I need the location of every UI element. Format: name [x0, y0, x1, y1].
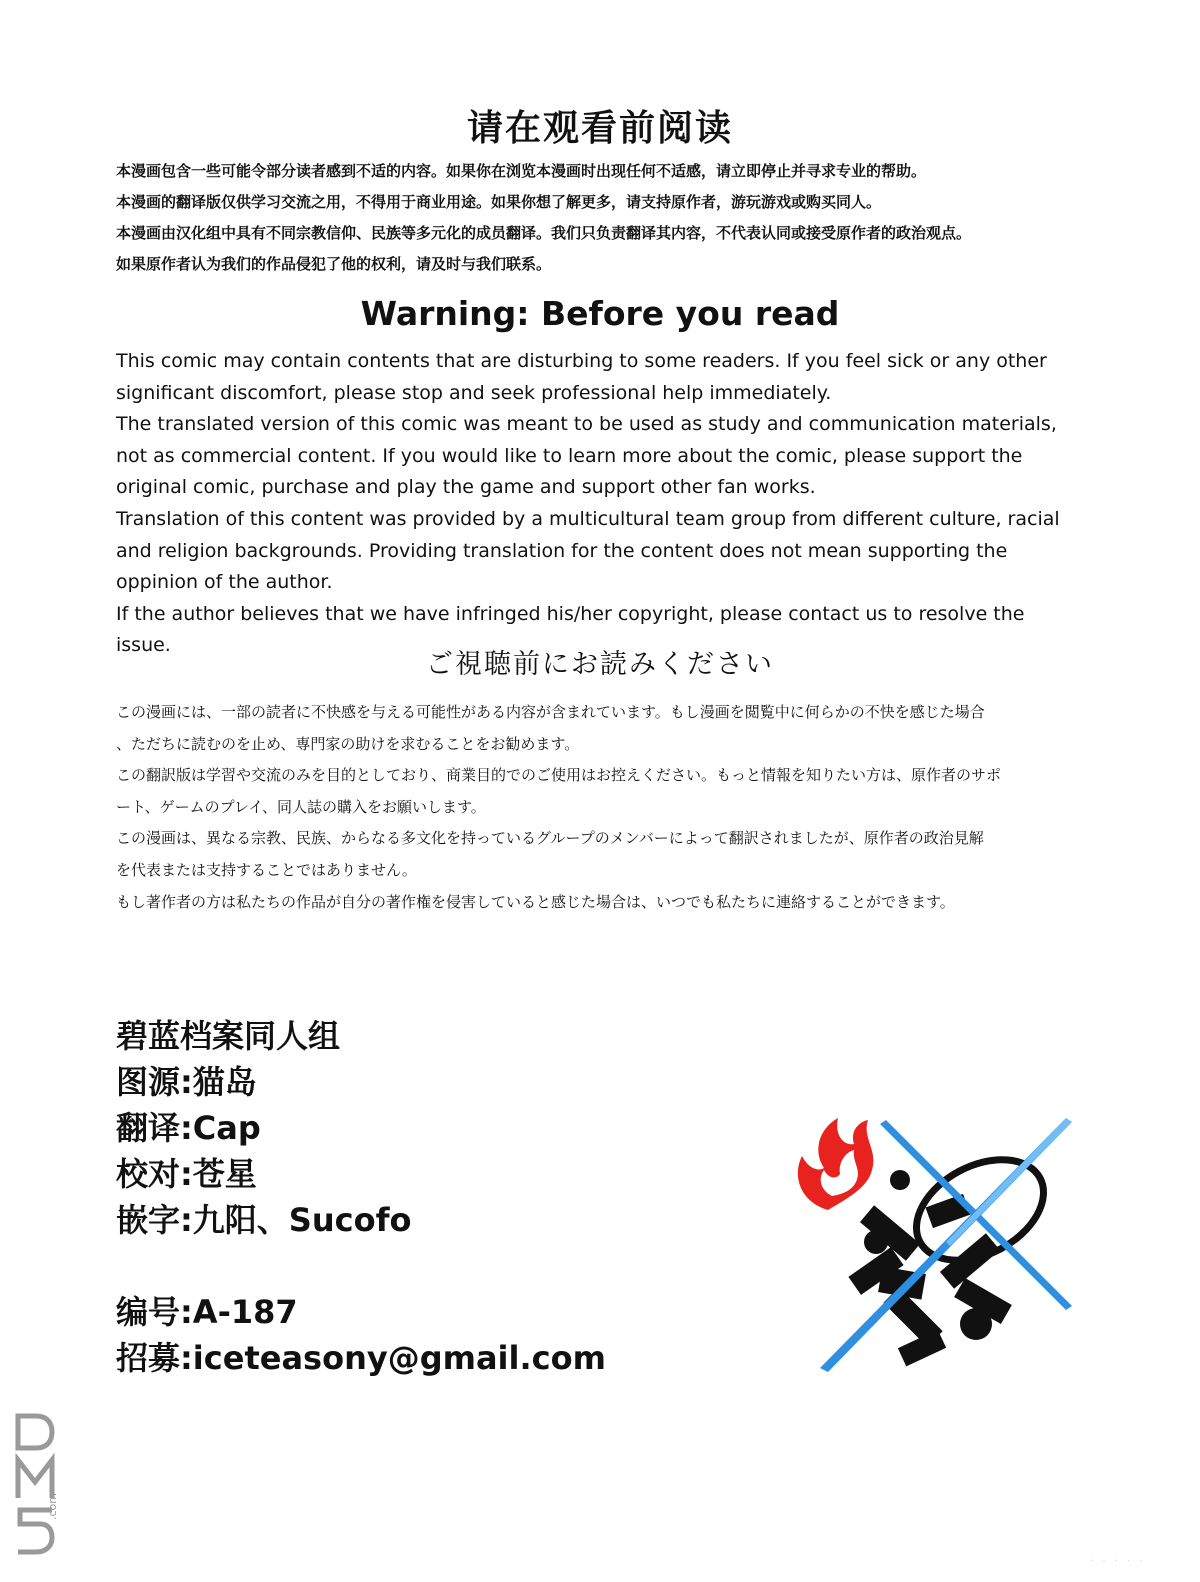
credit-recruit-email: 招募:iceteasony@gmail.com: [116, 1339, 606, 1377]
group-name: 碧蓝档案同人组: [116, 1017, 341, 1055]
japanese-notice-line: を代表または支持することではありません。: [116, 860, 417, 879]
svg-text:.com: .com: [46, 1493, 59, 1520]
japanese-notice-line: ート、ゲームのプレイ、同人誌の購入をお願いします。: [116, 797, 486, 816]
english-notice-paragraph: The translated version of this comic was meant to be used as study and communication materials, not as commercial content. If you would like to learn more about the comic, please support the original comic, purchase and play the game and support other fan works.: [116, 413, 1057, 499]
japanese-notice-line: 、ただちに読むのを止め、専門家の助けを求むることをお勧めます。: [116, 734, 580, 753]
credit-source: 图源:猫岛: [116, 1063, 257, 1101]
english-notice-title: Warning: Before you read: [360, 294, 840, 333]
english-notice-paragraph: If the author believes that we have infringed his/her copyright, please contact us to resolve the issue.: [116, 602, 1025, 657]
japanese-notice-line: この漫画には、一部の読者に不快感を与える可能性がある内容が含まれています。もし漫画を閲覧中に何らかの不快を感じた場合: [116, 703, 985, 721]
credit-typesetter: 嵌字:九阳、Sucofo: [116, 1201, 412, 1239]
japanese-notice-body: [116, 697, 1091, 918]
japanese-notice-line: この漫画は、異なる宗教、民族、からなる多文化を持っているグループのメンバーによって翻訳されましたが、原作者の政治見解: [116, 829, 984, 848]
chinese-notice-line: 如果原作者认为我们的作品侵犯了他的权利，请及时与我们联系。: [116, 255, 552, 273]
english-notice-paragraph: Translation of this content was provided by a multicultural team group from different culture, racial and religion backgrounds. Providing translation for the content does not mean supporting the oppinion of the author.: [116, 507, 1060, 594]
credit-number: 编号:A-187: [116, 1293, 298, 1331]
credit-proofreader: 校对:苍星: [116, 1155, 257, 1193]
japanese-notice-line: もし著作者の方は私たちの作品が自分の著作権を侵害していると感じた場合は、いつでも私たちに連絡することができます。: [116, 892, 955, 911]
japanese-notice-title: ご視聴前にお読みください: [426, 649, 774, 680]
english-notice-body: [116, 346, 1081, 662]
english-notice-paragraph: This comic may contain contents that are disturbing to some readers. If you feel sick or any other significant discomfort, please stop and seek professional help immediately.: [116, 350, 1047, 404]
credits-spacer: [116, 1243, 606, 1289]
corner-mark: · · · · ·: [1090, 1556, 1146, 1567]
dm5-watermark-icon: [6, 1408, 62, 1558]
japanese-notice-line: この翻訳版は学習や交流のみを目的としており、商業目的でのご使用はお控えください。もっと情報を知りたい方は、原作者のサポ: [116, 766, 1002, 785]
group-logo-icon: [780, 1110, 1090, 1380]
chinese-notice-title: 请在观看前阅读: [466, 108, 733, 149]
flame-icon: [798, 1118, 873, 1210]
credits-block: [116, 1013, 606, 1381]
chinese-notice-line: 本漫画包含一些可能令部分读者感到不适的内容。如果你在浏览本漫画时出现任何不适感，请立即停止并寻求专业的帮助。: [116, 162, 927, 180]
credit-translator: 翻译:Cap: [116, 1109, 261, 1147]
chinese-notice-line: 本漫画的翻译版仅供学习交流之用，不得用于商业用途。如果你想了解更多，请支持原作者，游玩游戏或购买同人。: [116, 193, 882, 211]
blade-highlight-icon: [946, 1118, 1072, 1246]
chinese-notice-line: 本漫画由汉化组中具有不同宗教信仰、民族等多元化的成员翻译。我们只负责翻译其内容，不代表认同或接受原作者的政治观点。: [116, 224, 972, 242]
chinese-notice-body: [116, 156, 1096, 280]
